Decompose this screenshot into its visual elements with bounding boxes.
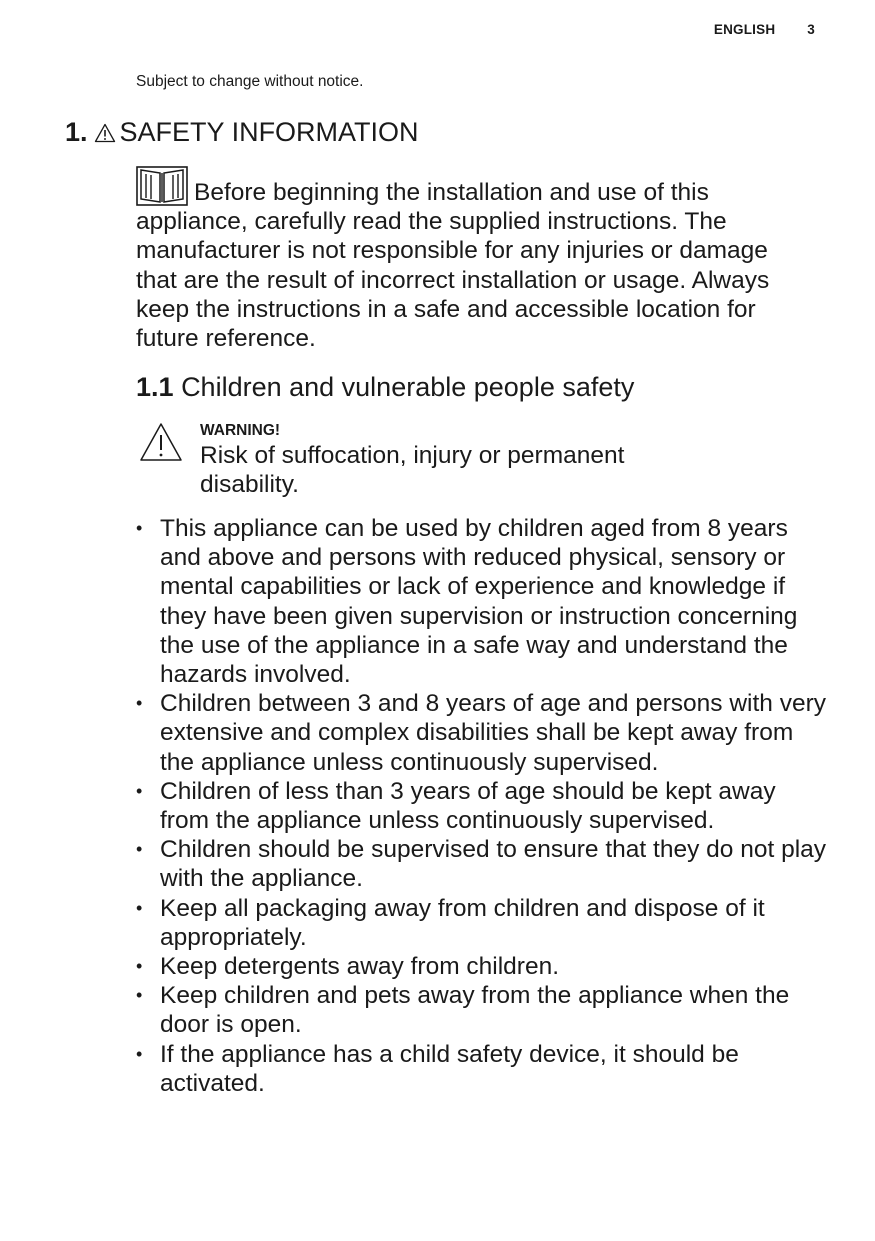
list-item [136,514,826,689]
bullet-text: Children between 3 and 8 years of age and persons with very extensive and complex disabilities shall be kept away from the appliance unless continuously supervised. [160,690,826,776]
bullet-text: Children of less than 3 years of age should be kept away from the appliance unless continuously supervised. [160,777,776,835]
warning-triangle-icon [139,422,183,462]
change-notice: Subject to change without notice. [136,73,364,90]
page-header [714,22,815,37]
intro-paragraph [136,166,806,353]
list-item [136,981,826,1039]
bullet-dot: • [136,518,143,538]
intro-text: Before beginning the installation and use of this appliance, carefully read the supplied instructions. The manufacturer is not responsible for any injuries or damage that are the result of incorrect installation or usage. Always keep the instructions in a safe and accessible location for future reference. [136,179,770,353]
section-title: SAFETY INFORMATION [119,117,419,147]
bullet-dot: • [136,693,143,714]
list-item [136,1040,826,1098]
bullet-dot: • [136,897,143,918]
language-label: ENGLISH [713,22,776,37]
list-item [136,835,826,893]
section-number: 1. [65,117,88,147]
bullet-dot: • [136,985,143,1006]
warning-text: Risk of suffocation, injury or permanent disability. [200,442,625,499]
bullet-text: If the appliance has a child safety device, it should be activated. [160,1040,739,1097]
list-item [136,777,826,835]
bullet-text: Keep children and pets away from the appliance when the door is open. [160,982,790,1039]
list-item [136,894,826,952]
page-number: 3 [807,22,815,37]
bullet-dot: • [136,956,143,977]
warning-triangle-icon [94,123,116,143]
bullet-text: Keep detergents away from children. [160,953,560,981]
bullet-dot: • [136,780,143,801]
section-heading [65,117,419,148]
warning-title: WARNING! [200,422,281,439]
book-icon [136,166,188,206]
bullet-dot: • [136,1043,143,1064]
subsection-heading [136,372,634,403]
safety-bullet-list [136,514,826,1098]
subsection-number: 1.1 [136,372,174,402]
bullet-dot: • [136,839,143,860]
subsection-title: Children and vulnerable people safety [181,372,635,402]
bullet-text: Keep all packaging away from children and dispose of it appropriately. [160,894,765,951]
bullet-text: This appliance can be used by children aged from 8 years and above and persons with reduced physical, sensory or mental capabilities or lack of experience and knowledge if they have been given supervision or instruction concerning the use of the appliance in a safe way and understand the hazards involved. [160,515,798,689]
bullet-text: Children should be supervised to ensure that they do not play with the appliance. [160,836,827,893]
list-item [136,689,826,777]
list-item [136,952,826,981]
